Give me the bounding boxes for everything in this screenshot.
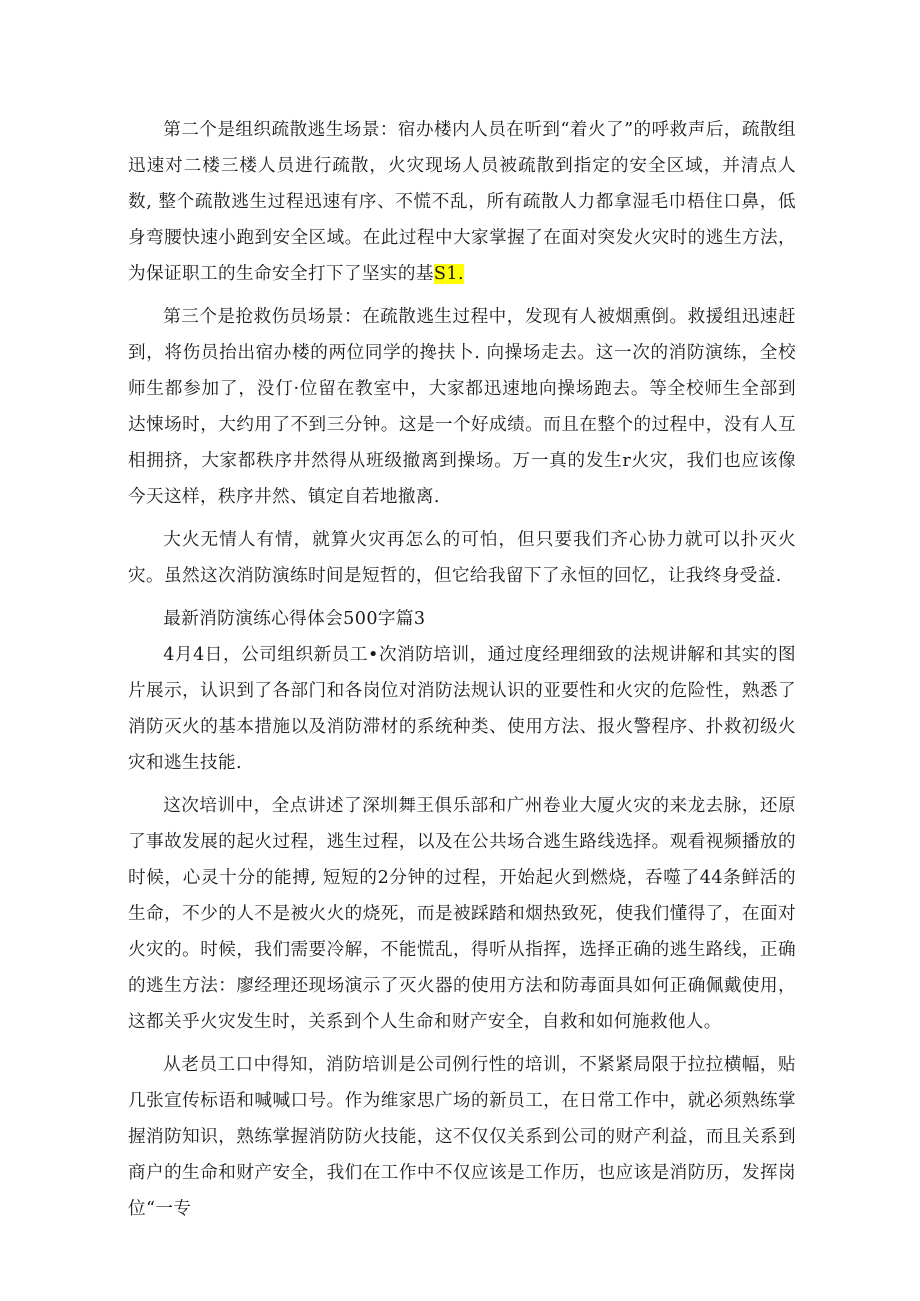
paragraph-conclusion: 大火无情人有情，就算火灾再怎么的可怕，但只要我们齐心协力就可以扑灭火灾。虽然这次消防演练时间是短哲的，但它给我留下了永恒的回忆，让我终身受益. bbox=[128, 530, 796, 586]
paragraph-evacuation-text: 第二个是组织疏散逃生场景：宿办楼内人员在听到“着火了”的呼救声后，疏散组迅速对二楼三楼人员进行疏散，火灾现场人员被疏散到指定的安全区域，并清点人数, 整个疏散逃生过程迅速有序、不慌不乱，所有疏散人力都拿湿毛巾梧住口鼻，低身弯腰快速小跑到安全区域。在此过程中大家掌握了在面对突发火灾时的逃生方法，为保证职工的生命安全打下了坚实的基 bbox=[128, 120, 796, 284]
section-heading: 最新消防演练心得体会500字篇3 bbox=[163, 609, 426, 629]
document-body bbox=[128, 112, 796, 1227]
paragraph-evacuation-scene bbox=[128, 112, 796, 292]
paragraph-training-content: 这次培训中，全点讲述了深圳舞王俱乐部和广州卷业大厦火灾的来龙去脉，还原了事故发展的起火过程，逃生过程，以及在公共场合逃生路线选择。观看视频播放的时候，心灵十分的能搏, 短短的2分钟的过程，开始起火到燃烧，吞噬了44条鲜活的生命，不少的人不是被火火的烧死，而是被踩踏和烟热致死，使我们懂得了，在面对火灾的。时候，我们需要冷解，不能慌乱，得听从指挥，选择正确的逃生路线，正确的逃生方法：廖经理还现场演示了灭火器的使用方法和防毒面具如何正确佩戴使用，这都关乎火灾发生时，关系到个人生命和财产安全，自救和如何施救他人。 bbox=[128, 796, 796, 1032]
paragraph-training-intro: 4月4日，公司组织新员工•次消防培训，通过度经理细致的法规讲解和其实的图片展示，认识到了各部门和各岗位对消防法规认识的亚要性和火灾的危险性，熟悉了消防灭火的基本措施以及消防滞材的系统种类、使用方法、报火警程序、扑救初级火灾和逃生技能. bbox=[128, 645, 796, 773]
highlighted-text: S1. bbox=[433, 264, 464, 284]
paragraph-rescue-scene: 第三个是抢救伤员场景：在疏散逃生过程中，发现有人被烟熏倒。救援组迅速赶到，将伤员抬出宿办楼的两位同学的搀扶卜. 向操场走去。这一次的消防演练，全校师生都参加了，没仃·位留在教室中，大家都迅速地向操场跑去。等全校师生全部到达悚场时，大约用了不到三分钟。这是一个好成绩。而且在整个的过程中，没有人互相拥挤，大家都秩序井然得从班级撤离到操场。万一真的发生r火灾，我们也应该像今天这样，秩序井然、镇定自若地撤离. bbox=[128, 307, 796, 507]
paragraph-veteran-staff: 从老员工口中得知，消防培训是公司例行性的培训，不紧紧局限于拉拉横幅，贴几张宣传标语和喊喊口号。作为维家思广场的新员工，在日常工作中，就必须熟练掌握消防知识，熟练掌握消防防火技能，这不仅仅关系到公司的财产利益，而且关系到商户的生命和财产安全，我们在工作中不仅应该是工作历，也应该是消防历，发挥岗位“一专 bbox=[128, 1055, 796, 1219]
